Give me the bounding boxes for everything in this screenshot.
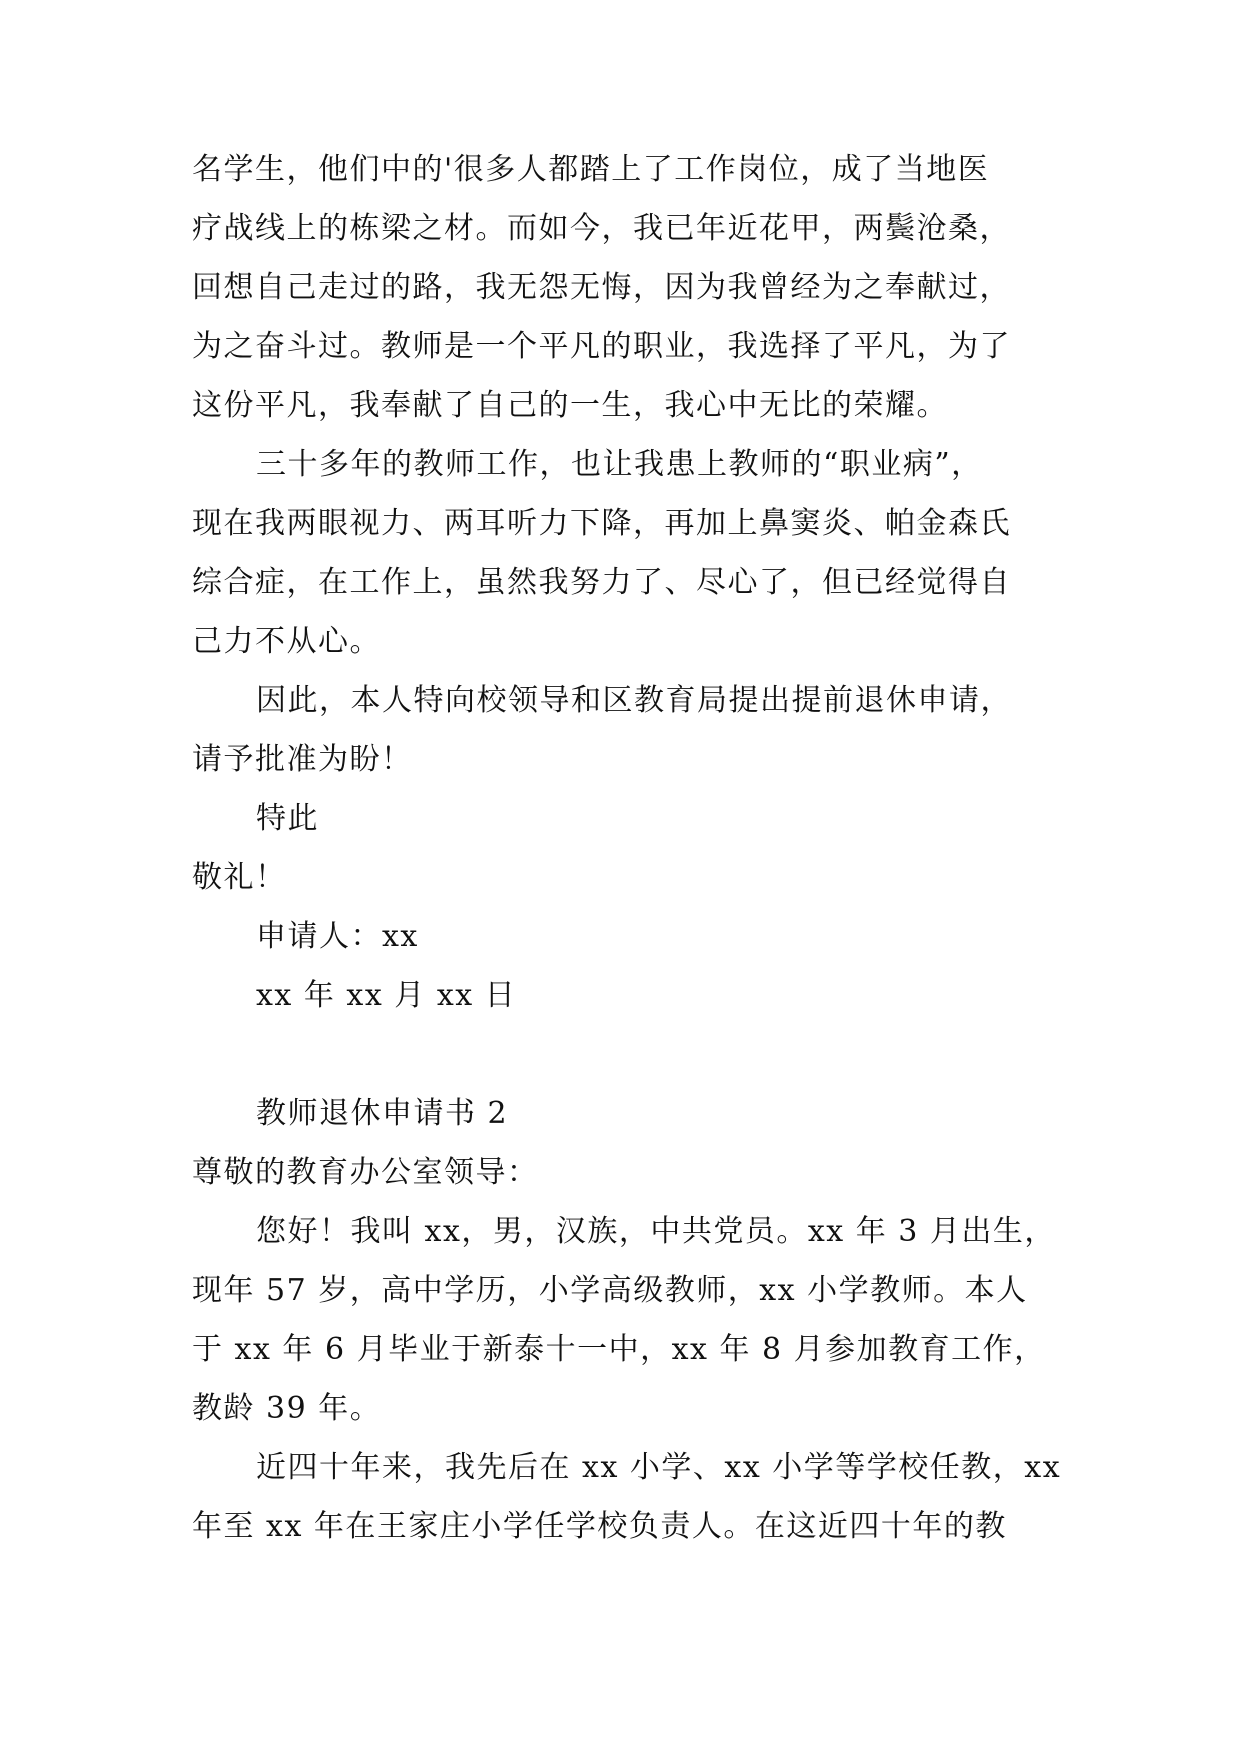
body-text-line: 回想自己走过的路，我无怨无悔，因为我曾经为之奉献过， [192, 270, 1011, 305]
body-text-line: 这份平凡，我奉献了自己的一生，我心中无比的荣耀。 [192, 388, 948, 423]
salutation-closing: 敬礼！ [192, 860, 287, 895]
section-heading: 教师退休申请书 2 [256, 1096, 509, 1131]
body-text-line: 于 xx 年 6 月毕业于新泰十一中，xx 年 8 月参加教育工作， [192, 1332, 1046, 1367]
body-text-line: 为之奋斗过。教师是一个平凡的职业，我选择了平凡，为了 [192, 329, 1011, 364]
paragraph-start-line: 三十多年的教师工作，也让我患上教师的“职业病”， [256, 447, 983, 482]
paragraph-start-line: 因此，本人特向校领导和区教育局提出提前退休申请， [256, 683, 1012, 718]
body-text-line: 年至 xx 年在王家庄小学任学校负责人。在这近四十年的教 [192, 1509, 1007, 1544]
closing-phrase: 特此 [256, 801, 319, 836]
letter-salutation: 尊敬的教育办公室领导： [192, 1155, 539, 1190]
paragraph-start-line: 您好！我叫 xx，男，汉族，中共党员。xx 年 3 月出生， [256, 1214, 1056, 1249]
body-text-line: 综合症，在工作上，虽然我努力了、尽心了，但已经觉得自 [192, 565, 1011, 600]
applicant-signature: 申请人：xx [256, 919, 419, 954]
body-text-line: 教龄 39 年。 [192, 1391, 382, 1426]
body-text-line: 己力不从心。 [192, 624, 381, 659]
signature-date: xx 年 xx 月 xx 日 [256, 978, 517, 1013]
body-text-line: 名学生，他们中的'很多人都踏上了工作岗位，成了当地医 [192, 152, 990, 187]
body-text-line: 疗战线上的栋梁之材。而如今，我已年近花甲，两鬓沧桑， [192, 211, 1011, 246]
body-text-line: 现在我两眼视力、两耳听力下降，再加上鼻窦炎、帕金森氏 [192, 506, 1011, 541]
body-text-line: 现年 57 岁，高中学历，小学高级教师，xx 小学教师。本人 [192, 1273, 1028, 1308]
paragraph-start-line: 近四十年来，我先后在 xx 小学、xx 小学等学校任教，xx [256, 1450, 1062, 1485]
body-text-line: 请予批准为盼！ [192, 742, 413, 777]
